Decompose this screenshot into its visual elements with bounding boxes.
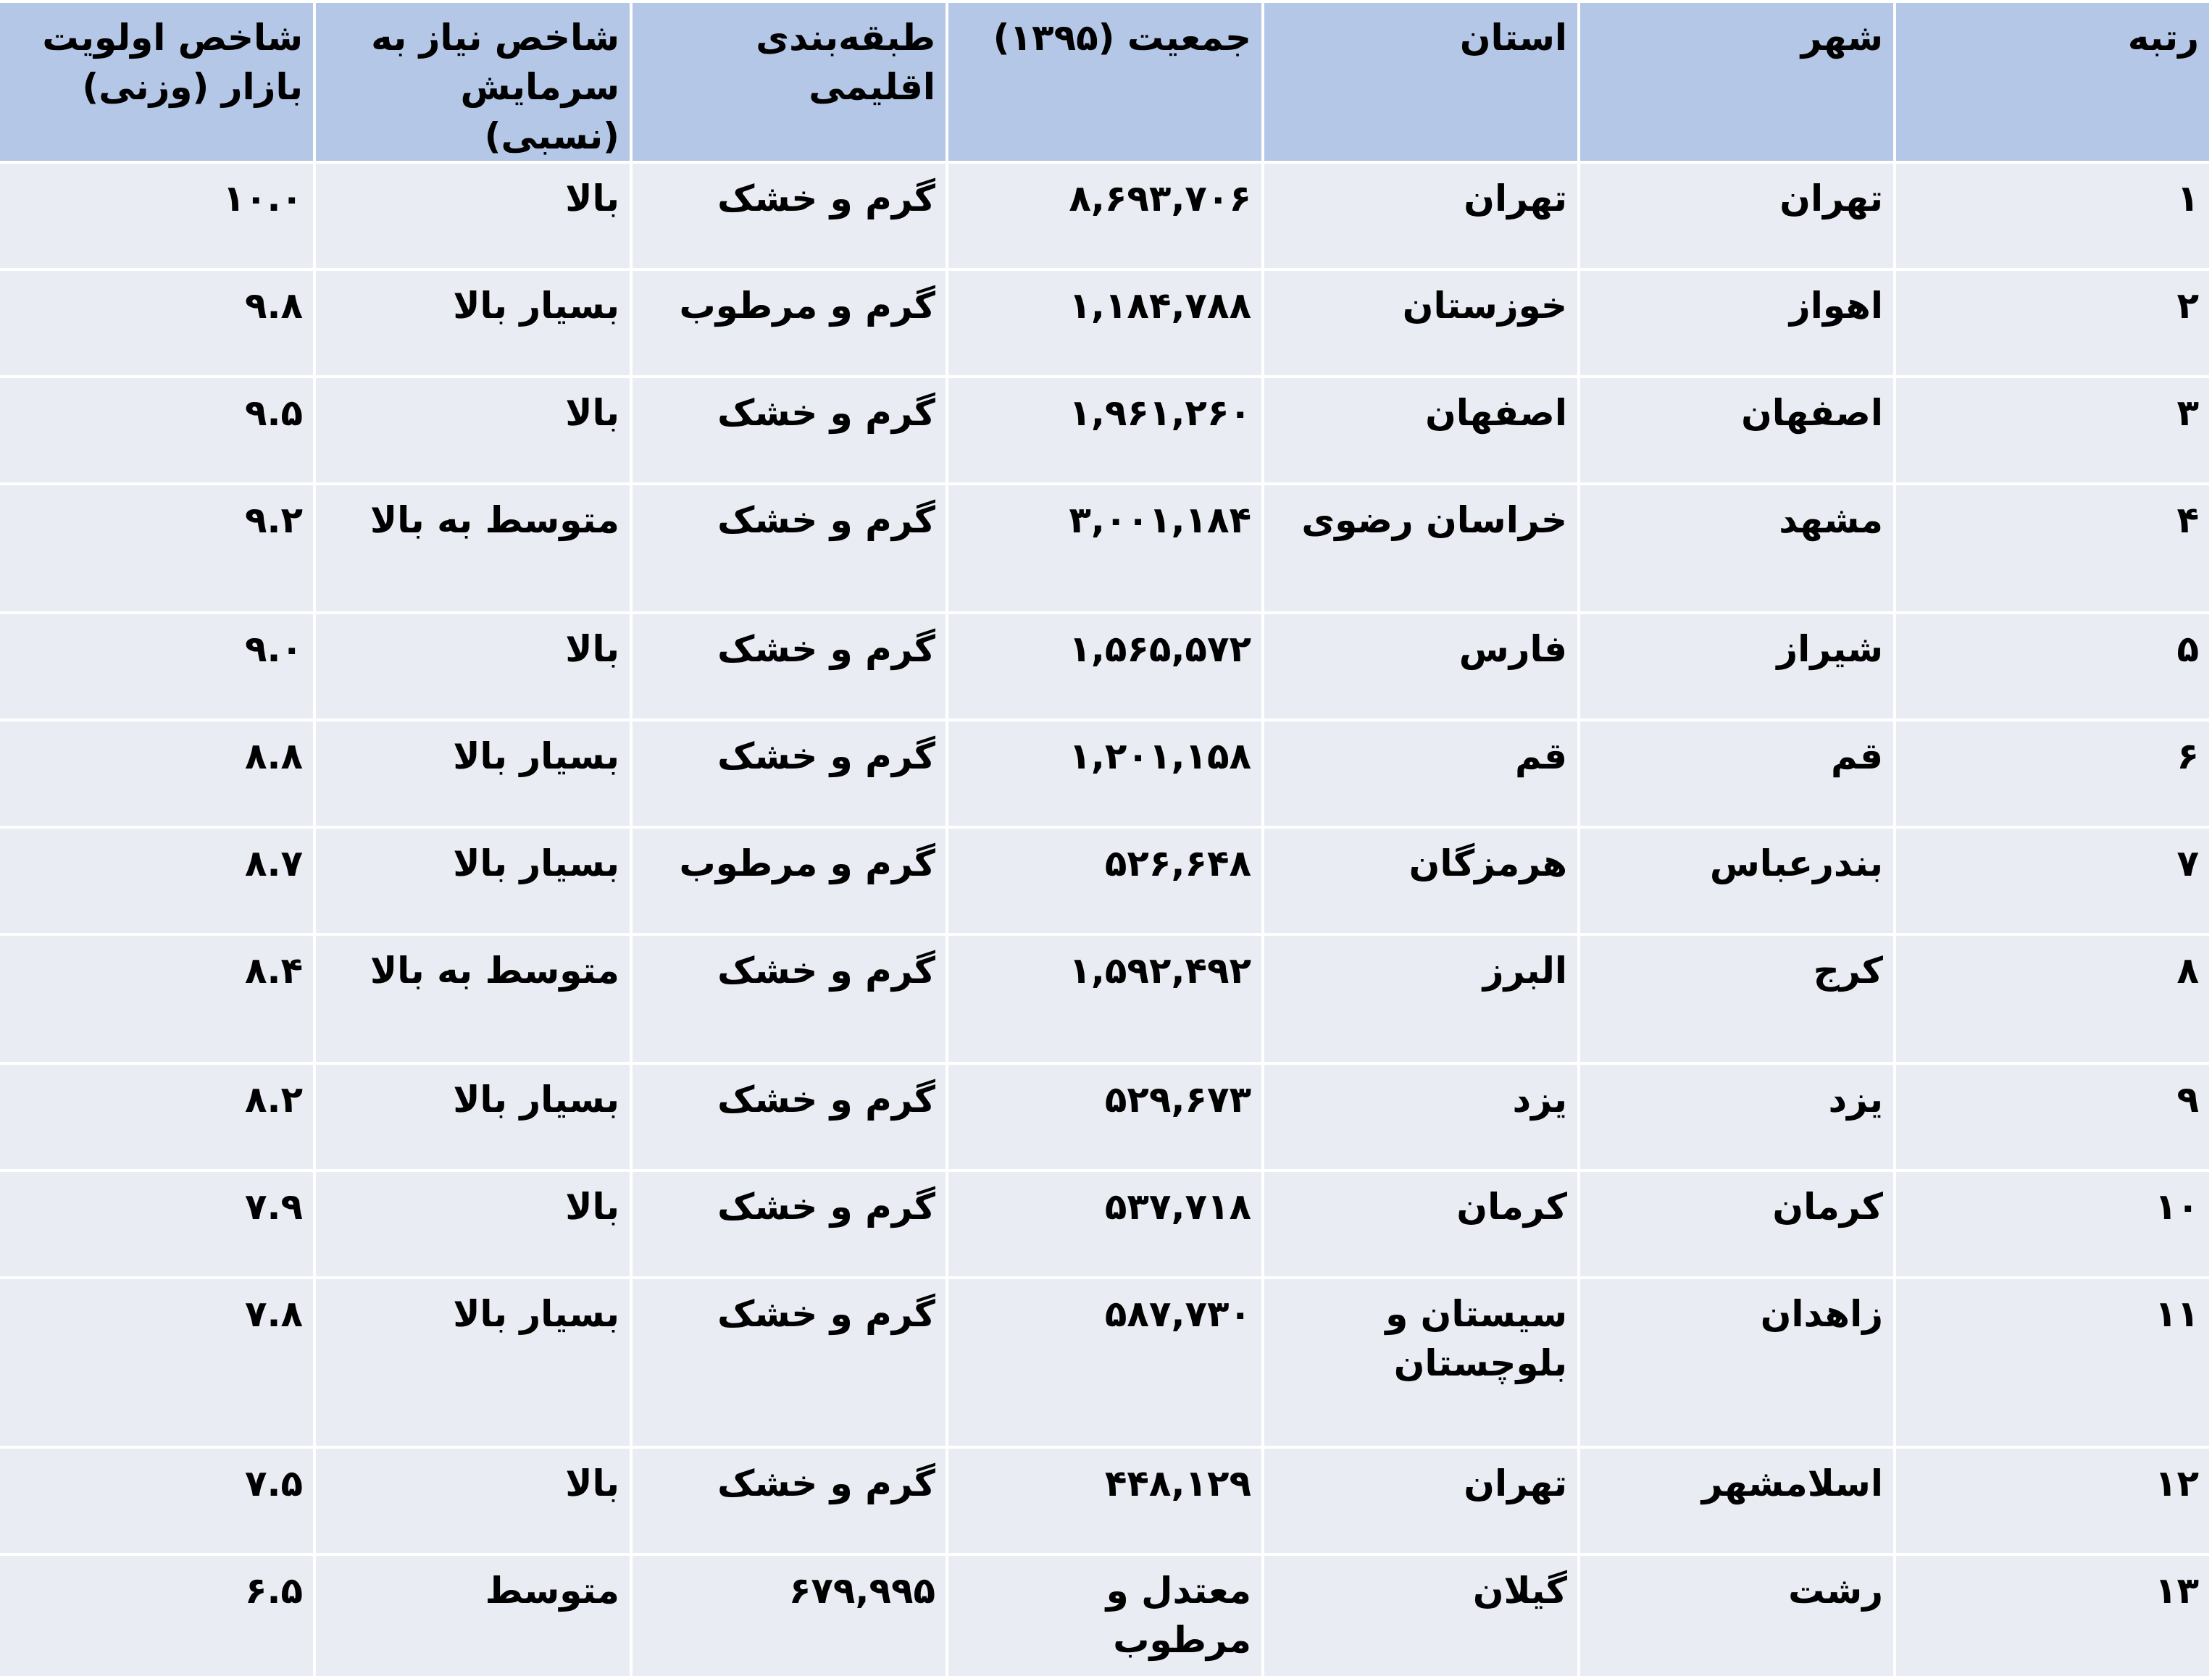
- cell-cooling-need: بسیار بالا: [314, 269, 631, 377]
- cell-rank: ۳: [1895, 377, 2211, 484]
- cell-cooling-need: بالا: [314, 162, 631, 269]
- table-row: [0, 720, 2211, 827]
- header-cooling-need: شاخص نیاز به سرمایش (نسبی): [314, 1, 631, 162]
- table-row: [0, 1447, 2211, 1554]
- cell-rank: ۱: [1895, 162, 2211, 269]
- cell-population: ۵۸۷,۷۳۰: [947, 1278, 1263, 1447]
- cell-cooling-need: متوسط به بالا: [314, 484, 631, 613]
- table-row: [0, 269, 2211, 377]
- cell-population: ۱,۹۶۱,۲۶۰: [947, 377, 1263, 484]
- cell-cooling-need: بسیار بالا: [314, 720, 631, 827]
- header-population: جمعیت (۱۳۹۵): [947, 1, 1263, 162]
- cell-market-priority: ۹.۸: [0, 269, 314, 377]
- cell-province: سیستان و بلوچستان: [1263, 1278, 1579, 1447]
- cell-rank: ۷: [1895, 827, 2211, 934]
- cell-climate: گرم و مرطوب: [631, 269, 947, 377]
- cell-province: گیلان: [1263, 1554, 1579, 1678]
- cell-cooling-need: بالا: [314, 1447, 631, 1554]
- cell-city: اصفهان: [1579, 377, 1895, 484]
- header-city: شهر: [1579, 1, 1895, 162]
- table-row: [0, 934, 2211, 1063]
- cell-rank: ۱۱: [1895, 1278, 2211, 1447]
- cell-province: کرمان: [1263, 1171, 1579, 1278]
- cell-rank: ۲: [1895, 269, 2211, 377]
- cell-province: تهران: [1263, 1447, 1579, 1554]
- cell-cooling-need: بالا: [314, 613, 631, 720]
- table-row: [0, 1063, 2211, 1171]
- cell-climate: گرم و خشک: [631, 720, 947, 827]
- cell-province: هرمزگان: [1263, 827, 1579, 934]
- cell-population: معتدل و مرطوب: [947, 1554, 1263, 1678]
- cell-climate: گرم و خشک: [631, 1171, 947, 1278]
- cell-rank: ۹: [1895, 1063, 2211, 1171]
- table-header-row: [0, 1, 2211, 162]
- table-row: [0, 484, 2211, 613]
- cell-climate: ۶۷۹,۹۹۵: [631, 1554, 947, 1678]
- cell-market-priority: ۷.۵: [0, 1447, 314, 1554]
- cell-province: البرز: [1263, 934, 1579, 1063]
- cell-city: تهران: [1579, 162, 1895, 269]
- cell-population: ۵۲۶,۶۴۸: [947, 827, 1263, 934]
- cell-city: کرمان: [1579, 1171, 1895, 1278]
- cell-city: اسلامشهر: [1579, 1447, 1895, 1554]
- cell-market-priority: ۷.۸: [0, 1278, 314, 1447]
- cell-province: خراسان رضوی: [1263, 484, 1579, 613]
- cell-city: مشهد: [1579, 484, 1895, 613]
- cell-climate: گرم و خشک: [631, 377, 947, 484]
- table-row: [0, 377, 2211, 484]
- cell-city: یزد: [1579, 1063, 1895, 1171]
- header-market-priority: شاخص اولویت بازار (وزنی): [0, 1, 314, 162]
- cell-climate: گرم و خشک: [631, 162, 947, 269]
- cell-population: ۵۲۹,۶۷۳: [947, 1063, 1263, 1171]
- cell-population: ۱,۵۶۵,۵۷۲: [947, 613, 1263, 720]
- cell-population: ۳,۰۰۱,۱۸۴: [947, 484, 1263, 613]
- table-row: [0, 162, 2211, 269]
- cell-rank: ۱۳: [1895, 1554, 2211, 1678]
- cell-climate: گرم و خشک: [631, 1063, 947, 1171]
- cell-cooling-need: بسیار بالا: [314, 1278, 631, 1447]
- cell-city: شیراز: [1579, 613, 1895, 720]
- cell-population: ۱,۵۹۲,۴۹۲: [947, 934, 1263, 1063]
- cell-market-priority: ۷.۹: [0, 1171, 314, 1278]
- cell-province: یزد: [1263, 1063, 1579, 1171]
- cell-climate: گرم و خشک: [631, 613, 947, 720]
- cell-city: قم: [1579, 720, 1895, 827]
- cell-market-priority: ۹.۵: [0, 377, 314, 484]
- cell-climate: گرم و خشک: [631, 1278, 947, 1447]
- cell-market-priority: ۸.۲: [0, 1063, 314, 1171]
- cell-population: ۱,۱۸۴,۷۸۸: [947, 269, 1263, 377]
- cell-population: ۵۳۷,۷۱۸: [947, 1171, 1263, 1278]
- cell-population: ۸,۶۹۳,۷۰۶: [947, 162, 1263, 269]
- cell-market-priority: ۸.۴: [0, 934, 314, 1063]
- cell-province: فارس: [1263, 613, 1579, 720]
- cell-cooling-need: بالا: [314, 377, 631, 484]
- cell-population: ۱,۲۰۱,۱۵۸: [947, 720, 1263, 827]
- cell-climate: گرم و خشک: [631, 484, 947, 613]
- table-row: [0, 1171, 2211, 1278]
- cell-rank: ۱۰: [1895, 1171, 2211, 1278]
- cell-rank: ۶: [1895, 720, 2211, 827]
- cell-rank: ۴: [1895, 484, 2211, 613]
- table-row: [0, 613, 2211, 720]
- cell-rank: ۵: [1895, 613, 2211, 720]
- cell-market-priority: ۹.۰: [0, 613, 314, 720]
- cell-cooling-need: بالا: [314, 1171, 631, 1278]
- cell-cooling-need: بسیار بالا: [314, 1063, 631, 1171]
- cell-cooling-need: متوسط به بالا: [314, 934, 631, 1063]
- cell-market-priority: ۸.۷: [0, 827, 314, 934]
- cell-climate: گرم و خشک: [631, 1447, 947, 1554]
- table-row: [0, 1278, 2211, 1447]
- cell-cooling-need: متوسط: [314, 1554, 631, 1678]
- cell-city: کرج: [1579, 934, 1895, 1063]
- header-climate: طبقه‌بندی اقلیمی: [631, 1, 947, 162]
- table-row: [0, 827, 2211, 934]
- cell-market-priority: ۸.۸: [0, 720, 314, 827]
- cell-cooling-need: بسیار بالا: [314, 827, 631, 934]
- cell-population: ۴۴۸,۱۲۹: [947, 1447, 1263, 1554]
- cell-market-priority: ۶.۵: [0, 1554, 314, 1678]
- cell-province: تهران: [1263, 162, 1579, 269]
- cell-climate: گرم و مرطوب: [631, 827, 947, 934]
- header-province: استان: [1263, 1, 1579, 162]
- cell-province: خوزستان: [1263, 269, 1579, 377]
- cell-city: زاهدان: [1579, 1278, 1895, 1447]
- cell-province: قم: [1263, 720, 1579, 827]
- cell-market-priority: ۱۰.۰: [0, 162, 314, 269]
- cell-climate: گرم و خشک: [631, 934, 947, 1063]
- cell-city: رشت: [1579, 1554, 1895, 1678]
- table-row: [0, 1554, 2211, 1678]
- cell-city: اهواز: [1579, 269, 1895, 377]
- cell-province: اصفهان: [1263, 377, 1579, 484]
- cell-rank: ۱۲: [1895, 1447, 2211, 1554]
- header-rank: رتبه: [1895, 1, 2211, 162]
- cell-city: بندرعباس: [1579, 827, 1895, 934]
- cell-rank: ۸: [1895, 934, 2211, 1063]
- cell-market-priority: ۹.۲: [0, 484, 314, 613]
